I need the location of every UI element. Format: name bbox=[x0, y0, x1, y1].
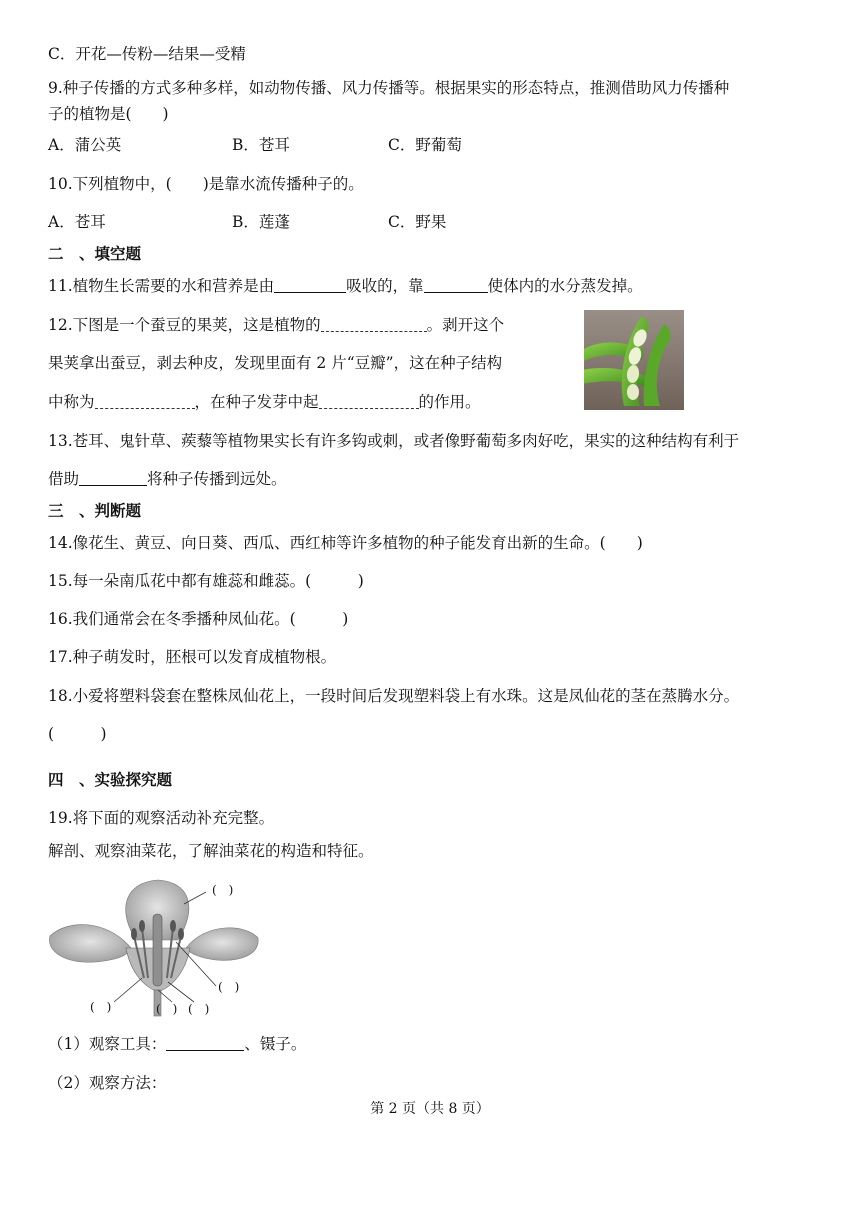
q9-option-c: C．野葡萄 bbox=[388, 136, 462, 154]
q9-stem-line1: 9.种子传播的方式多种多样，如动物传播、风力传播等。根据果实的形态特点，推测借助风力传播种 bbox=[48, 79, 730, 97]
q12-text-3a: 中称为 bbox=[48, 393, 95, 411]
q19-sub2: （2）观察方法： bbox=[48, 1074, 167, 1092]
q18-line1: 18.小爱将塑料袋套在整株凤仙花上，一段时间后发现塑料袋上有水珠。这是凤仙花的茎在蒸腾水分。 bbox=[48, 687, 740, 705]
q10-option-c: C．野果 bbox=[388, 213, 447, 231]
flower-label-bottom-right: ( ) bbox=[188, 1002, 210, 1016]
q12-blank-1[interactable] bbox=[321, 315, 427, 332]
q13-text-2a: 借助 bbox=[48, 470, 80, 488]
q10-option-a: A．苍耳 bbox=[48, 213, 106, 231]
q12-text-1b: 。剥开这个 bbox=[426, 316, 505, 334]
q10-option-b: B．莲蓬 bbox=[232, 213, 290, 231]
q9-option-a: A．蒲公英 bbox=[48, 136, 122, 154]
flower-label-bottom-left: ( ) bbox=[90, 1000, 112, 1014]
flower-label-petal: ( ) bbox=[212, 883, 234, 897]
q9-option-b: B．苍耳 bbox=[232, 136, 290, 154]
q11-blank-1[interactable] bbox=[274, 276, 346, 293]
broad-bean-pod-photo bbox=[584, 310, 684, 410]
q19-intro: 解剖、观察油菜花，了解油菜花的构造和特征。 bbox=[48, 842, 374, 860]
q11 bbox=[48, 274, 643, 296]
q12-line3 bbox=[48, 390, 481, 412]
q9-stem-line2: 子的植物是( ) bbox=[48, 105, 169, 123]
q11-text-1: 11.植物生长需要的水和营养是由 bbox=[48, 277, 275, 295]
q11-text-2: 吸收的，靠 bbox=[346, 277, 424, 295]
q19-sub1-text-a: （1）观察工具： bbox=[48, 1035, 167, 1053]
flower-label-right: ( ) bbox=[218, 980, 240, 994]
q13-line1: 13.苍耳、鬼针草、蒺藜等植物果实长有许多钩或刺，或者像野葡萄多肉好吃，果实的这种结构有利于 bbox=[48, 432, 740, 450]
q12-text-3b: ，在种子发芽中起 bbox=[194, 393, 319, 411]
flower-label-bottom-middle: ( ) bbox=[156, 1002, 178, 1016]
q17: 17.种子萌发时，胚根可以发育成植物根。 bbox=[48, 648, 337, 666]
rapeseed-flower-diagram bbox=[46, 878, 271, 1018]
section-3-title: 三 、判断题 bbox=[48, 502, 142, 520]
q10-stem: 10.下列植物中，( )是靠水流传播种子的。 bbox=[48, 175, 364, 193]
q13-blank[interactable] bbox=[79, 469, 147, 486]
q16: 16.我们通常会在冬季播种凤仙花。( ) bbox=[48, 610, 349, 628]
q12-text-3c: 的作用。 bbox=[418, 393, 481, 411]
q18-line2: ( ) bbox=[48, 725, 107, 743]
q12-line2: 果荚拿出蚕豆，剥去种皮，发现里面有 2 片“豆瓣”，这在种子结构 bbox=[48, 354, 503, 372]
q12-blank-3[interactable] bbox=[319, 392, 419, 409]
q11-blank-2[interactable] bbox=[424, 276, 488, 293]
q12-blank-2[interactable] bbox=[95, 392, 195, 409]
q11-text-3: 使体内的水分蒸发掉。 bbox=[487, 277, 643, 295]
q14: 14.像花生、黄豆、向日葵、西瓜、西红柿等许多植物的种子能发育出新的生命。( ) bbox=[48, 534, 643, 552]
q12-text-1a: 12.下图是一个蚕豆的果荚，这是植物的 bbox=[48, 316, 321, 334]
q8-option-c: C．开花—传粉—结果—受精 bbox=[48, 45, 246, 63]
q19-sub1-text-b: 、镊子。 bbox=[244, 1035, 307, 1053]
q13-line2 bbox=[48, 467, 287, 489]
section-4-title: 四 、实验探究题 bbox=[48, 771, 173, 789]
q15: 15.每一朵南瓜花中都有雄蕊和雌蕊。( ) bbox=[48, 572, 364, 590]
q19-sub1 bbox=[48, 1032, 306, 1054]
q12-line1 bbox=[48, 313, 504, 335]
section-2-title: 二 、填空题 bbox=[48, 245, 142, 263]
q13-text-2b: 将种子传播到远处。 bbox=[147, 470, 287, 488]
q19-sub1-blank[interactable] bbox=[166, 1034, 244, 1051]
q19-stem: 19.将下面的观察活动补充完整。 bbox=[48, 809, 275, 827]
page-footer: 第 2 页（共 8 页） bbox=[370, 1101, 490, 1117]
